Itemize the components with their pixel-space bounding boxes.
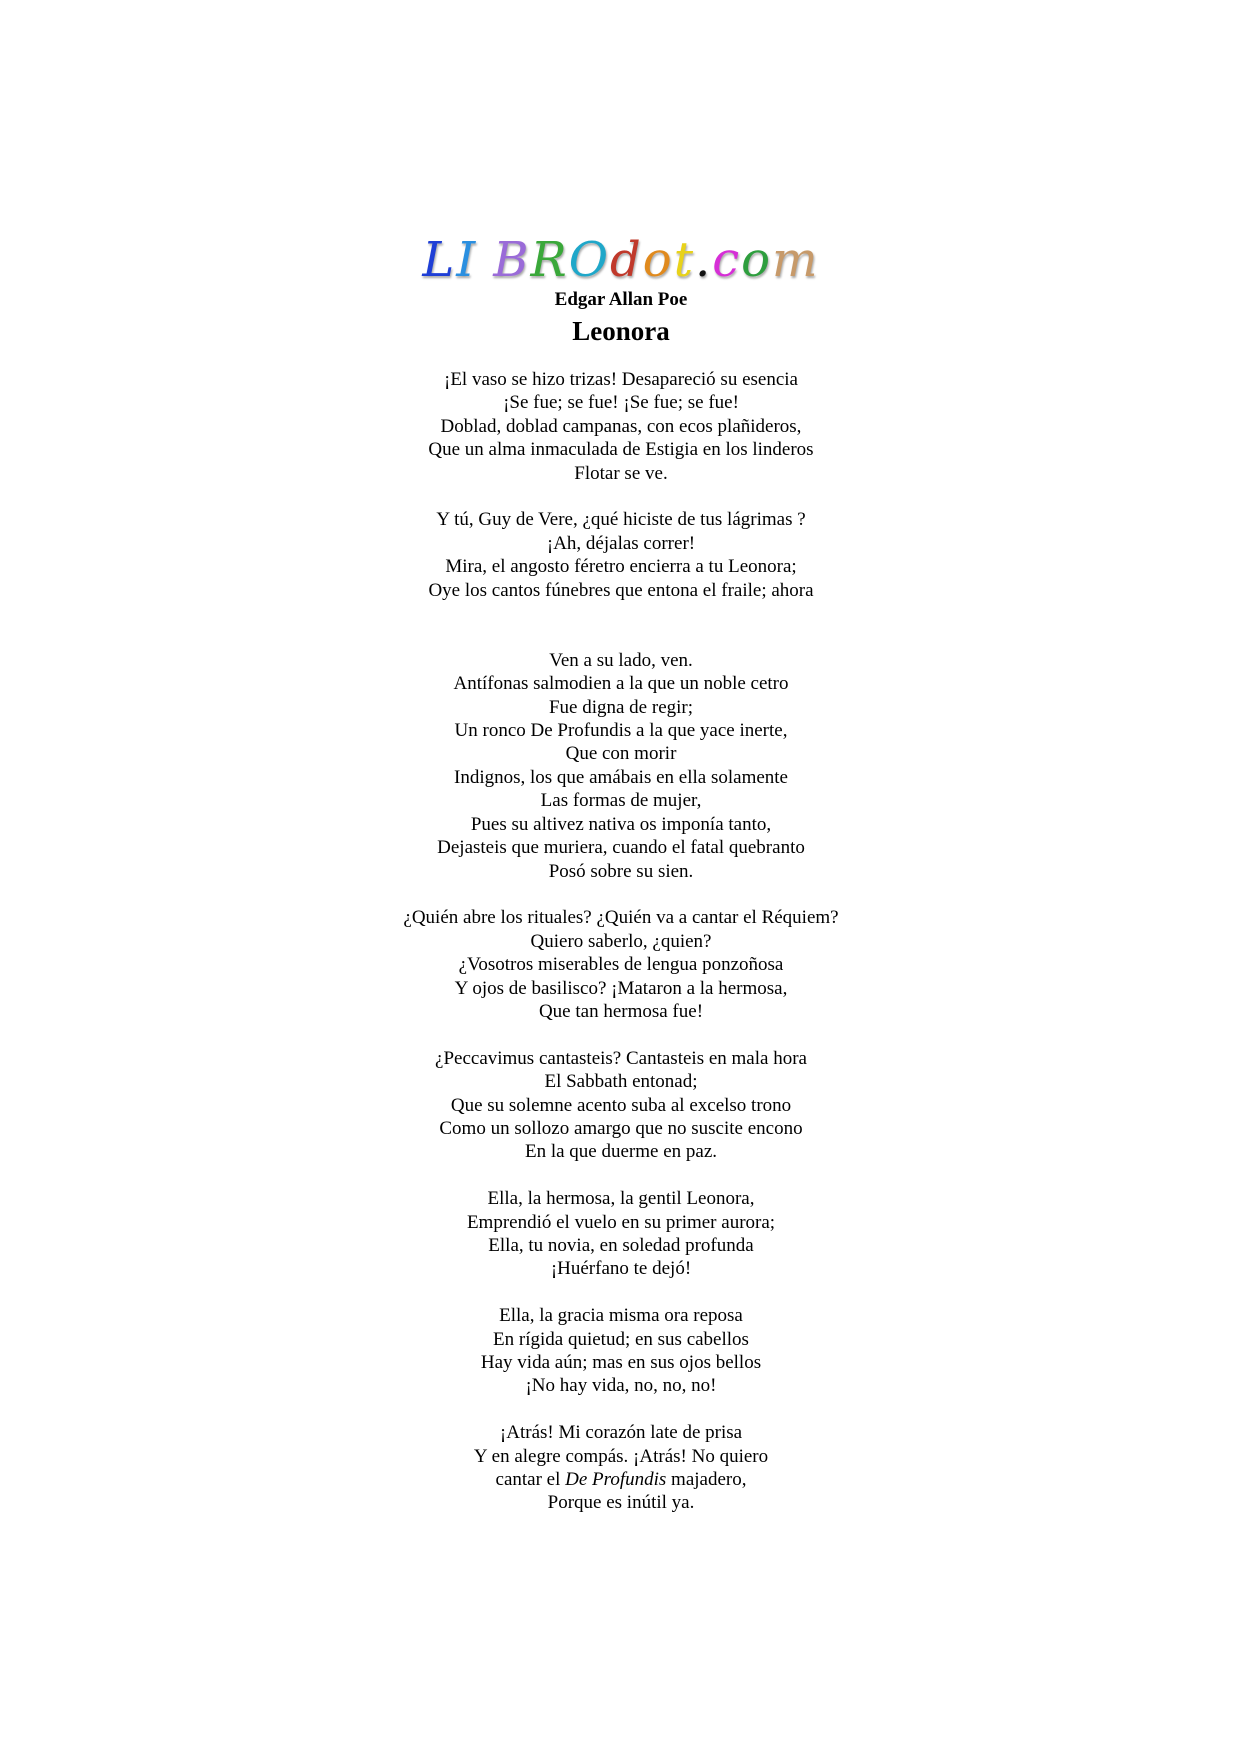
logo-letter: L xyxy=(422,232,457,288)
stanza-2 xyxy=(0,508,1242,602)
stanza-8 xyxy=(0,1421,1242,1515)
poem-line: Indignos, los que amábais en ella solamente xyxy=(454,766,788,788)
poem-line: Oye los cantos fúnebres que entona el fraile; ahora xyxy=(428,579,814,601)
logo-letter: I xyxy=(456,232,478,288)
poem-line: ¡No hay vida, no, no, no! xyxy=(525,1375,717,1397)
line-segment: cantar el xyxy=(495,1468,566,1490)
logo-letter: O xyxy=(568,232,611,288)
poem-line: Y tú, Guy de Vere, ¿qué hiciste de tus lágrimas ? xyxy=(436,509,806,531)
logo-letter: o xyxy=(741,232,773,288)
logo-letter: B xyxy=(493,232,531,288)
poem-line: ¡Huérfano te dejó! xyxy=(550,1258,692,1280)
logo-letter: m xyxy=(772,232,820,288)
logo-letter: c xyxy=(712,232,742,288)
poem-line: Y en alegre compás. ¡Atrás! No quiero xyxy=(473,1445,769,1467)
poem-line: ¡Ah, déjalas correr! xyxy=(546,532,696,554)
poem-line: Hay vida aún; mas en sus ojos bellos xyxy=(480,1351,762,1373)
poem-line: En rígida quietud; en sus cabellos xyxy=(493,1328,749,1350)
poem-line: Emprendió el vuelo en su primer aurora; xyxy=(466,1211,776,1233)
poem-line: Dejasteis que muriera, cuando el fatal quebranto xyxy=(437,837,805,859)
poem-line: Flotar se ve. xyxy=(574,462,668,484)
logo-letter: . xyxy=(694,232,713,288)
poem-line: ¡El vaso se hizo trizas! Desapareció su esencia xyxy=(444,369,798,390)
stanza-5 xyxy=(0,1047,1242,1164)
poem-line: Fue digna de regir; xyxy=(548,696,694,718)
poem-line: Pues su altivez nativa os imponía tanto, xyxy=(470,813,772,835)
poem-line: En la que duerme en paz. xyxy=(524,1141,718,1163)
poem-line: El Sabbath entonad; xyxy=(544,1071,698,1093)
line-segment: majadero, xyxy=(666,1468,747,1490)
poem-line: Como un sollozo amargo que no suscite encono xyxy=(439,1117,803,1139)
poem-line: Posó sobre su sien. xyxy=(548,860,694,882)
poem-line: Que con morir xyxy=(565,743,677,765)
poem-line: Que tan hermosa fue! xyxy=(538,1000,704,1022)
poem-line: Porque es inútil ya. xyxy=(547,1492,695,1514)
poem-line: Que un alma inmaculada de Estigia en los linderos xyxy=(428,439,814,461)
stanza-7 xyxy=(0,1304,1242,1398)
stanza-4 xyxy=(0,906,1242,1023)
poem-line: Ven a su lado, ven. xyxy=(549,649,693,671)
poem-line: Quiero saberlo, ¿quien? xyxy=(530,930,712,952)
poem-line: ¿Vosotros miserables de lengua ponzoñosa xyxy=(458,954,784,976)
poem-line: ¡Atrás! Mi corazón late de prisa xyxy=(499,1422,743,1444)
poem-line: Un ronco De Profundis a la que yace inerte, xyxy=(454,720,788,742)
poem-line-with-italic xyxy=(0,1468,1242,1491)
poem-body xyxy=(0,368,1242,1538)
poem-title: Leonora xyxy=(572,316,670,346)
poem-line: Ella, tu novia, en soledad profunda xyxy=(488,1234,754,1256)
author-name: Edgar Allan Poe xyxy=(554,289,688,310)
poem-line: ¿Quién abre los rituales? ¿Quién va a cantar el Réquiem? xyxy=(403,907,839,929)
poem-line: Antífonas salmodien a la que un noble cetro xyxy=(453,673,789,695)
stanza-6 xyxy=(0,1187,1242,1281)
librodot-logo xyxy=(0,232,1242,288)
poem-line: Ella, la hermosa, la gentil Leonora, xyxy=(487,1188,755,1210)
poem-line: ¡Se fue; se fue! ¡Se fue; se fue! xyxy=(503,392,739,414)
logo-letter: t xyxy=(673,232,695,288)
poem-line: Las formas de mujer, xyxy=(540,790,702,812)
italic-phrase: De Profundis xyxy=(565,1468,667,1490)
stanza-3 xyxy=(0,649,1242,883)
poem-line: ¿Peccavimus cantasteis? Cantasteis en mala hora xyxy=(435,1047,807,1069)
logo-letter: o xyxy=(642,232,674,288)
logo-letter: d xyxy=(610,232,643,288)
logo-letter: R xyxy=(530,232,569,288)
poem-line: Doblad, doblad campanas, con ecos plañideros, xyxy=(440,415,802,437)
poem-line: Ella, la gracia misma ora reposa xyxy=(499,1305,743,1327)
stanza-1 xyxy=(0,368,1242,485)
poem-line: Que su solemne acento suba al excelso trono xyxy=(450,1094,792,1116)
poem-line: Y ojos de basilisco? ¡Mataron a la hermosa, xyxy=(454,977,788,999)
poem-line: Mira, el angosto féretro encierra a tu Leonora; xyxy=(445,556,797,578)
